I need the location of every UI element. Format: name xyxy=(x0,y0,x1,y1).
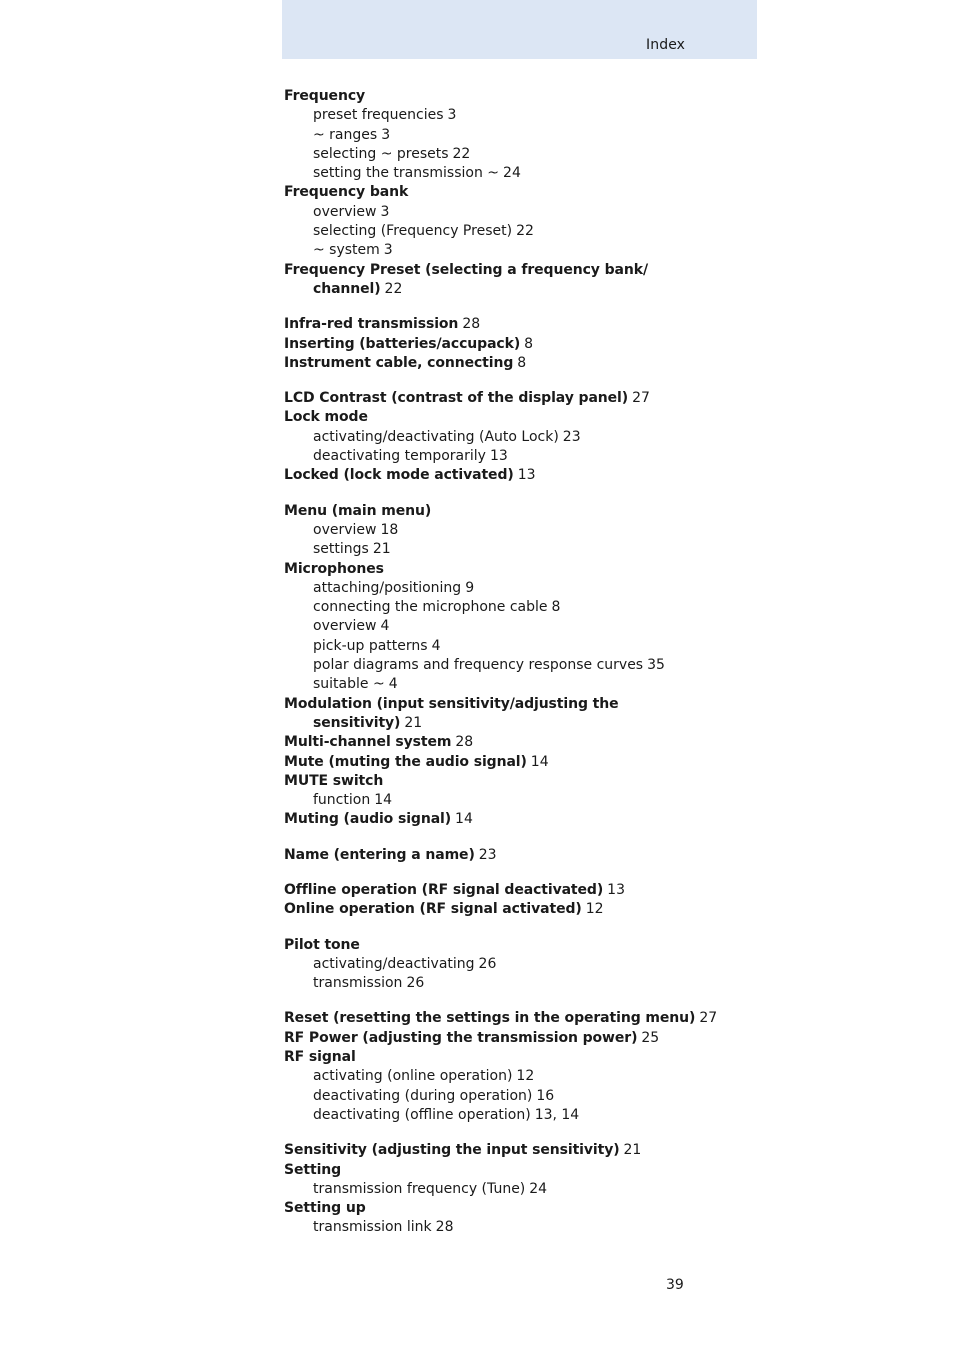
page-reference: 23 xyxy=(562,428,581,445)
index-term: MUTE switch xyxy=(284,772,384,789)
header-band xyxy=(282,0,757,59)
index-term: RF Power (adjusting the transmission power) xyxy=(284,1029,638,1046)
index-group xyxy=(284,87,724,299)
page-reference: 4 xyxy=(431,637,441,654)
page-reference: 12 xyxy=(516,1068,535,1085)
index-subentry xyxy=(284,203,724,222)
index-subentry xyxy=(284,1180,724,1199)
index-term: Frequency xyxy=(284,88,366,104)
index-entry xyxy=(284,560,724,579)
index-entry xyxy=(284,183,724,202)
page-reference: 14 xyxy=(530,753,549,770)
index-term-continuation: channel) xyxy=(313,280,381,297)
index-term: Frequency bank xyxy=(284,184,409,201)
index-term: Lock mode xyxy=(284,409,368,426)
page-reference: 26 xyxy=(478,955,497,972)
page-reference: 4 xyxy=(388,676,398,693)
subentry-text: setting the transmission ~ xyxy=(313,165,500,182)
index-subentry xyxy=(284,617,724,636)
index-entry xyxy=(284,354,724,373)
page-reference: 24 xyxy=(503,165,521,182)
index-entry xyxy=(284,1141,724,1160)
index-entry xyxy=(284,1048,724,1067)
index-term: Setting up xyxy=(284,1200,366,1217)
index-entry xyxy=(284,1029,724,1048)
subentry-text: settings xyxy=(313,541,369,558)
page-reference: 12 xyxy=(585,901,604,918)
index-subentry xyxy=(284,222,724,241)
index-entry xyxy=(284,1009,724,1028)
index-subentry xyxy=(284,126,724,145)
index-subentry xyxy=(284,1067,724,1086)
index-entry-continuation xyxy=(284,714,724,733)
index-entry xyxy=(284,315,724,334)
page-reference: 3 xyxy=(383,242,393,259)
page-reference: 13 xyxy=(517,467,536,484)
page-reference: 8 xyxy=(551,599,561,616)
subentry-text: transmission frequency (Tune) xyxy=(313,1180,526,1197)
page-reference: 24 xyxy=(529,1180,548,1197)
subentry-text: ~ ranges xyxy=(313,126,378,143)
index-entry xyxy=(284,335,724,354)
subentry-text: overview xyxy=(313,203,377,220)
subentry-text: activating/deactivating xyxy=(313,955,475,972)
subentry-text: ~ system xyxy=(313,242,380,259)
page-reference: 22 xyxy=(384,280,403,297)
subentry-text: preset frequencies xyxy=(313,107,444,124)
index-term: Instrument cable, connecting xyxy=(284,354,514,371)
subentry-text: activating/deactivating (Auto Lock) xyxy=(313,428,559,445)
index-entry xyxy=(284,87,724,106)
index-entry xyxy=(284,695,724,714)
page-reference: 26 xyxy=(406,975,425,992)
index-term: Microphones xyxy=(284,560,384,577)
index-subentry xyxy=(284,955,724,974)
index-subentry xyxy=(284,579,724,598)
index-entry xyxy=(284,1161,724,1180)
index-subentry xyxy=(284,164,724,183)
subentry-text: deactivating temporarily xyxy=(313,448,486,465)
index-term: Locked (lock mode activated) xyxy=(284,467,514,484)
index-group xyxy=(284,846,724,865)
index-entry xyxy=(284,1199,724,1218)
subentry-text: attaching/positioning xyxy=(313,579,462,596)
page-reference: 14 xyxy=(374,792,393,809)
subentry-text: activating (online operation) xyxy=(313,1068,513,1085)
index-term: Name (entering a name) xyxy=(284,846,475,863)
page-reference: 35 xyxy=(647,657,665,674)
index-entry-continuation xyxy=(284,280,724,299)
index-subentry xyxy=(284,1106,724,1125)
subentry-text: selecting (Frequency Preset) xyxy=(313,223,513,240)
index-term: Inserting (batteries/accupack) xyxy=(284,335,521,352)
page-reference: 3 xyxy=(380,203,390,220)
index-group xyxy=(284,1141,724,1237)
subentry-text: deactivating (offline operation) xyxy=(313,1106,531,1123)
index-subentry xyxy=(284,447,724,466)
page-reference: 23 xyxy=(478,846,497,863)
index-subentry xyxy=(284,106,724,125)
index-group xyxy=(284,936,724,994)
index-entry xyxy=(284,881,724,900)
page-reference: 9 xyxy=(465,579,475,596)
index-subentry xyxy=(284,1087,724,1106)
index-group xyxy=(284,502,724,830)
page-reference: 28 xyxy=(462,316,481,333)
page-reference: 14 xyxy=(455,811,473,828)
page-reference: 22 xyxy=(452,145,471,162)
index-term: Modulation (input sensitivity/adjusting the xyxy=(284,695,619,712)
page-reference: 13, 14 xyxy=(534,1106,580,1123)
index-subentry xyxy=(284,598,724,617)
page-reference: 13 xyxy=(489,448,508,465)
subentry-text: connecting the microphone cable xyxy=(313,599,548,616)
index-subentry xyxy=(284,428,724,447)
index-term: Pilot tone xyxy=(284,936,360,953)
index-entry xyxy=(284,900,724,919)
index-term: Menu (main menu) xyxy=(284,502,432,519)
subentry-text: deactivating (during operation) xyxy=(313,1087,533,1104)
index-term: Sensitivity (adjusting the input sensitivity) xyxy=(284,1142,620,1159)
subentry-text: selecting ~ presets xyxy=(313,145,449,162)
index-entry xyxy=(284,502,724,521)
index-term: Setting xyxy=(284,1161,342,1178)
page-reference: 21 xyxy=(372,541,391,558)
page-reference: 3 xyxy=(447,107,457,124)
page-reference: 27 xyxy=(632,390,650,407)
page-reference: 21 xyxy=(623,1142,642,1159)
page-reference: 4 xyxy=(380,618,390,635)
index-subentry xyxy=(284,241,724,260)
index-entry xyxy=(284,389,724,408)
index-entry xyxy=(284,772,724,791)
index-subentry xyxy=(284,791,724,810)
index-subentry xyxy=(284,540,724,559)
index-subentry xyxy=(284,974,724,993)
subentry-text: overview xyxy=(313,618,377,635)
subentry-text: function xyxy=(313,792,371,809)
index-term: Online operation (RF signal activated) xyxy=(284,901,582,918)
index-entry xyxy=(284,261,724,280)
subentry-text: suitable ~ xyxy=(313,676,385,693)
index-subentry xyxy=(284,1218,724,1237)
page-reference: 8 xyxy=(517,354,527,371)
page-reference: 22 xyxy=(516,223,534,240)
index-term: LCD Contrast (contrast of the display panel) xyxy=(284,390,629,407)
index-entry xyxy=(284,733,724,752)
index-entry xyxy=(284,810,724,829)
index-term: Reset (resetting the settings in the operating menu) xyxy=(284,1010,696,1027)
index-term: Mute (muting the audio signal) xyxy=(284,753,527,770)
page-number: 39 xyxy=(666,1277,684,1293)
subentry-text: transmission xyxy=(313,975,403,992)
section-title: Index xyxy=(646,37,686,53)
page-reference: 3 xyxy=(381,126,391,143)
index-group xyxy=(284,1009,724,1125)
index-group xyxy=(284,881,724,920)
index-entry xyxy=(284,408,724,427)
index-group xyxy=(284,315,724,373)
subentry-text: polar diagrams and frequency response curves xyxy=(313,657,644,674)
subentry-text: overview xyxy=(313,521,377,538)
page-reference: 13 xyxy=(607,881,625,898)
index-term: Infra-red transmission xyxy=(284,316,459,333)
index-term: Multi-channel system xyxy=(284,734,452,751)
page-reference: 8 xyxy=(524,335,534,352)
index-subentry xyxy=(284,521,724,540)
page-reference: 25 xyxy=(641,1029,660,1046)
page-reference: 18 xyxy=(380,521,399,538)
index-entry xyxy=(284,846,724,865)
page-reference: 27 xyxy=(699,1010,718,1027)
index-term: Frequency Preset (selecting a frequency bank/ xyxy=(284,261,648,278)
index-entry xyxy=(284,936,724,955)
page-reference: 28 xyxy=(455,734,474,751)
index-subentry xyxy=(284,656,724,675)
subentry-text: pick-up patterns xyxy=(313,637,428,654)
index-term-continuation: sensitivity) xyxy=(313,714,401,731)
index-entry xyxy=(284,753,724,772)
subentry-text: transmission link xyxy=(313,1219,432,1236)
index-subentry xyxy=(284,145,724,164)
index-entry xyxy=(284,466,724,485)
index-term: Offline operation (RF signal deactivated) xyxy=(284,881,604,898)
index-term: RF signal xyxy=(284,1049,356,1066)
page-reference: 28 xyxy=(435,1219,454,1236)
index-group xyxy=(284,389,724,485)
index-list xyxy=(284,87,724,1254)
index-subentry xyxy=(284,675,724,694)
page-reference: 16 xyxy=(536,1087,555,1104)
index-subentry xyxy=(284,637,724,656)
page-reference: 21 xyxy=(404,714,423,731)
index-term: Muting (audio signal) xyxy=(284,811,452,828)
